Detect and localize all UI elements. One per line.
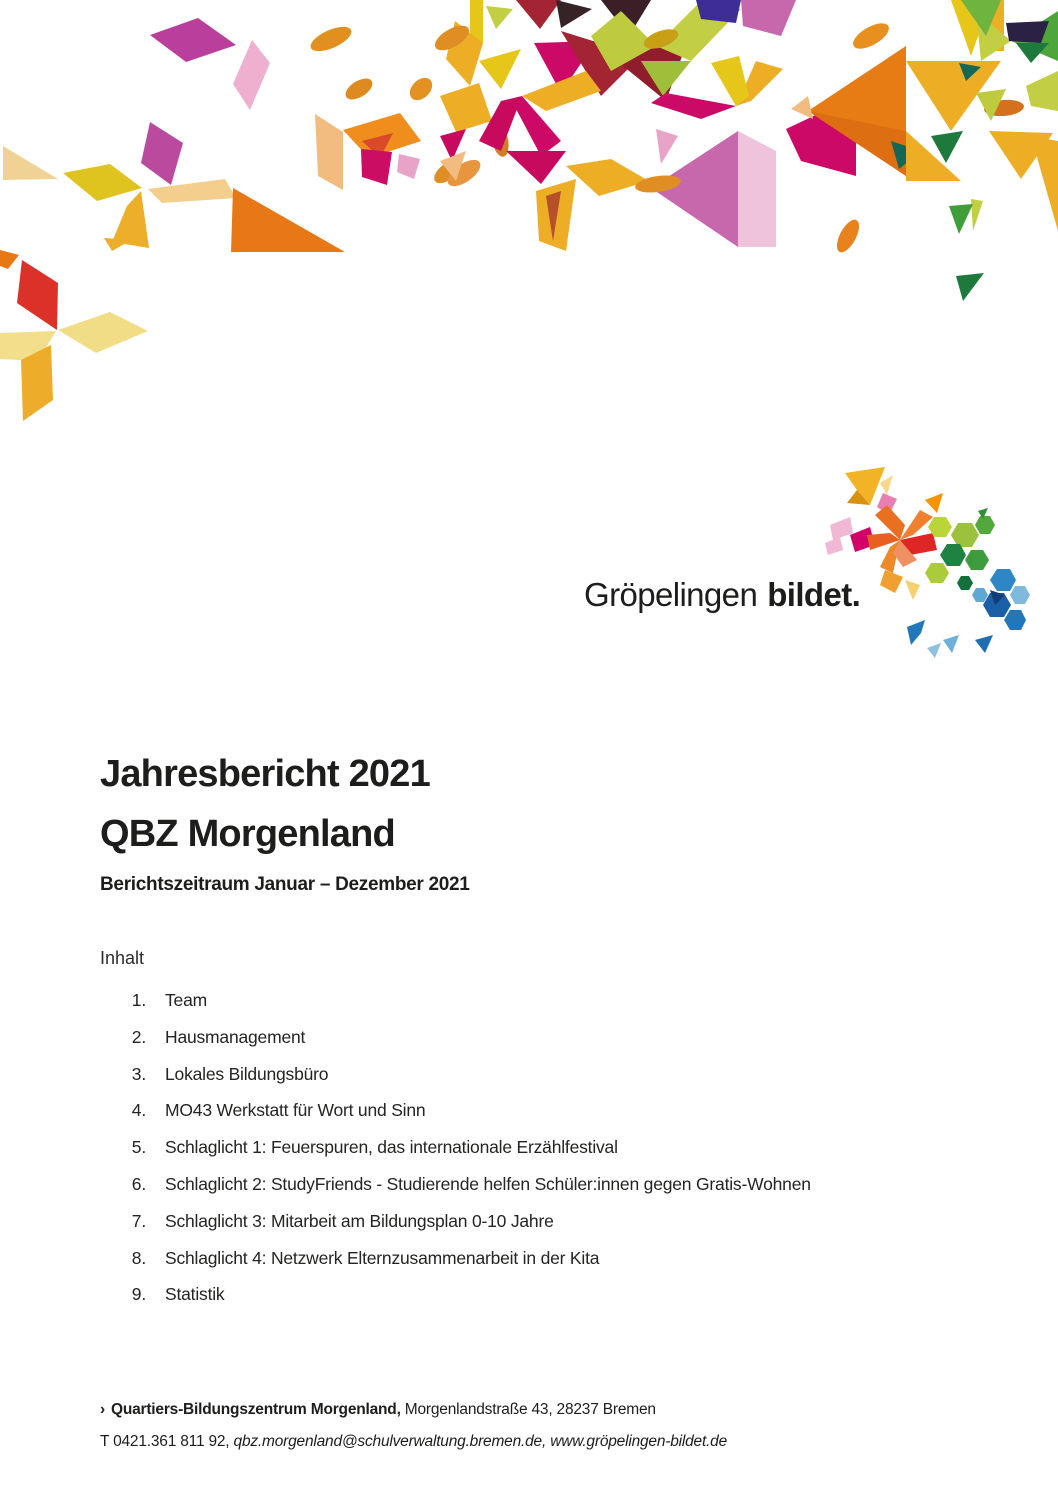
toc-item-label: Schlaglicht 4: Netzwerk Elternzusammenarbeit in der Kita (165, 1247, 600, 1268)
toc-item (100, 1056, 811, 1093)
table-of-contents (100, 946, 811, 1313)
toc-item (100, 1203, 811, 1240)
footer-website-link[interactable]: www.gröpelingen-bildet.de (550, 1433, 728, 1450)
toc-item-number: 9. (131, 1284, 146, 1305)
toc-item-label: Schlaglicht 2: StudyFriends - Studierende helfen Schüler:innen gegen Gratis-Wohnen (165, 1173, 811, 1194)
toc-item (100, 982, 811, 1019)
toc-item (100, 1240, 811, 1277)
toc-item-label: MO43 Werkstatt für Wort und Sinn (165, 1100, 426, 1121)
toc-item-number: 7. (131, 1210, 146, 1231)
toc-item (100, 1276, 811, 1313)
toc-item-label: Schlaglicht 1: Feuerspuren, das internationale Erzählfestival (165, 1137, 618, 1158)
page-title-line2: QBZ Morgenland (100, 813, 395, 855)
toc-item-number: 3. (131, 1063, 146, 1084)
logo-star-icon (823, 453, 1035, 658)
toc-heading: Inhalt (100, 948, 145, 968)
logo-text-regular: Gröpelingen (584, 576, 758, 613)
title-block (100, 744, 470, 896)
toc-item-label: Statistik (165, 1284, 225, 1305)
toc-item (100, 1129, 811, 1166)
footer-street-address: Morgenlandstraße 43, 28237 Bremen (404, 1401, 656, 1418)
toc-item-label: Hausmanagement (165, 1026, 306, 1047)
footer-org-name: Quartiers-Bildungszentrum Morgenland, (110, 1401, 401, 1418)
logo-wordmark (584, 576, 860, 614)
toc-item-number: 6. (131, 1173, 146, 1194)
footer-email-link[interactable]: qbz.morgenland@schulverwaltung.bremen.de, (233, 1433, 547, 1450)
report-period: Berichtszeitraum Januar – Dezember 2021 (100, 874, 470, 895)
chevron-right-icon: › (100, 1401, 105, 1418)
toc-item-label: Lokales Bildungsbüro (165, 1063, 329, 1084)
logo-text-bold: bildet. (767, 576, 861, 613)
toc-item (100, 1092, 811, 1129)
page-title-line1: Jahresbericht 2021 (100, 753, 430, 795)
footer-address-line (100, 1399, 727, 1421)
toc-item-label: Team (165, 990, 207, 1010)
footer-phone: T 0421.361 811 92, (100, 1433, 230, 1450)
toc-item-number: 5. (131, 1137, 146, 1158)
footer-contact-line (100, 1431, 727, 1453)
toc-item (100, 1019, 811, 1056)
footer (100, 1399, 727, 1453)
toc-list (100, 982, 811, 1313)
toc-item (100, 1166, 811, 1203)
toc-item-number: 4. (131, 1100, 146, 1121)
toc-item-number: 1. (131, 990, 146, 1010)
page-title (100, 744, 470, 864)
toc-item-number: 2. (131, 1026, 146, 1047)
toc-item-label: Schlaglicht 3: Mitarbeit am Bildungsplan 0-10 Jahre (165, 1210, 554, 1231)
decorative-pattern (0, 0, 1058, 422)
toc-item-number: 8. (131, 1247, 146, 1268)
